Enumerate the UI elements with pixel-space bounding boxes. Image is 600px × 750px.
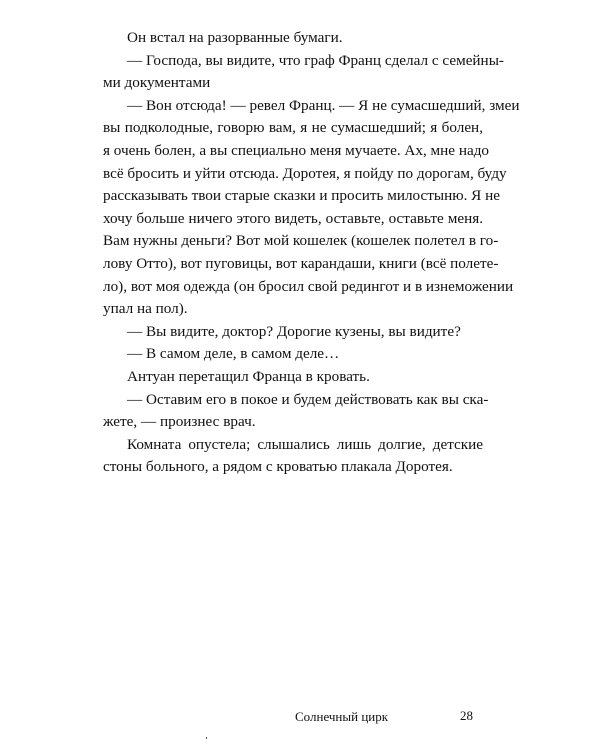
text-line: жете, — произнес врач. bbox=[103, 413, 256, 431]
text-line: всё бросить и уйти отсюда. Доротея, я пойду по дорогам, буду bbox=[103, 164, 507, 182]
text-line: — Господа, вы видите, что граф Франц сделал с семейны- bbox=[127, 51, 504, 69]
text-line: Комната опустела; слышались лишь долгие, детские bbox=[127, 435, 483, 453]
running-footer-title: Солнечный цирк bbox=[295, 709, 389, 724]
text-line: Он встал на разорванные бумаги. bbox=[127, 29, 343, 46]
text-line: лову Отто), вот пуговицы, вот карандаши, книги (всё полете- bbox=[103, 254, 499, 272]
text-line: вы подколодные, говорю вам, я не сумасшедший; я болен, bbox=[103, 119, 483, 137]
text-line: ло), вот моя одежда (он бросил свой редингот и в изнеможении bbox=[103, 277, 514, 295]
text-line: Антуан перетащил Франца в кровать. bbox=[127, 367, 370, 385]
text-line: — Вы видите, доктор? Дорогие кузены, вы видите? bbox=[127, 322, 461, 340]
text-line: Вам нужны деньги? Вот мой кошелек (кошелек полетел в го- bbox=[103, 232, 499, 250]
text-line: ми документами bbox=[103, 74, 211, 92]
page-number: 28 bbox=[460, 708, 473, 723]
text-line: упал на пол). bbox=[103, 300, 188, 318]
body-text bbox=[103, 27, 520, 479]
text-line: — Оставим его в покое и будем действовать как вы ска- bbox=[127, 390, 489, 408]
text-line: я очень болен, а вы специально меня мучаете. Ах, мне надо bbox=[103, 141, 490, 159]
scan-speck bbox=[206, 737, 207, 739]
text-line: рассказывать твои старые сказки и просить милостыню. Я не bbox=[103, 187, 500, 205]
text-line: — Вон отсюда! — ревел Франц. — Я не сумасшедший, змеи bbox=[127, 96, 520, 114]
text-line: — В самом деле, в самом деле… bbox=[127, 345, 340, 363]
text-line: стоны больного, а рядом с кроватью плакала Доротея. bbox=[103, 458, 453, 476]
text-line: хочу больше ничего этого видеть, оставьте, оставьте меня. bbox=[103, 209, 483, 227]
